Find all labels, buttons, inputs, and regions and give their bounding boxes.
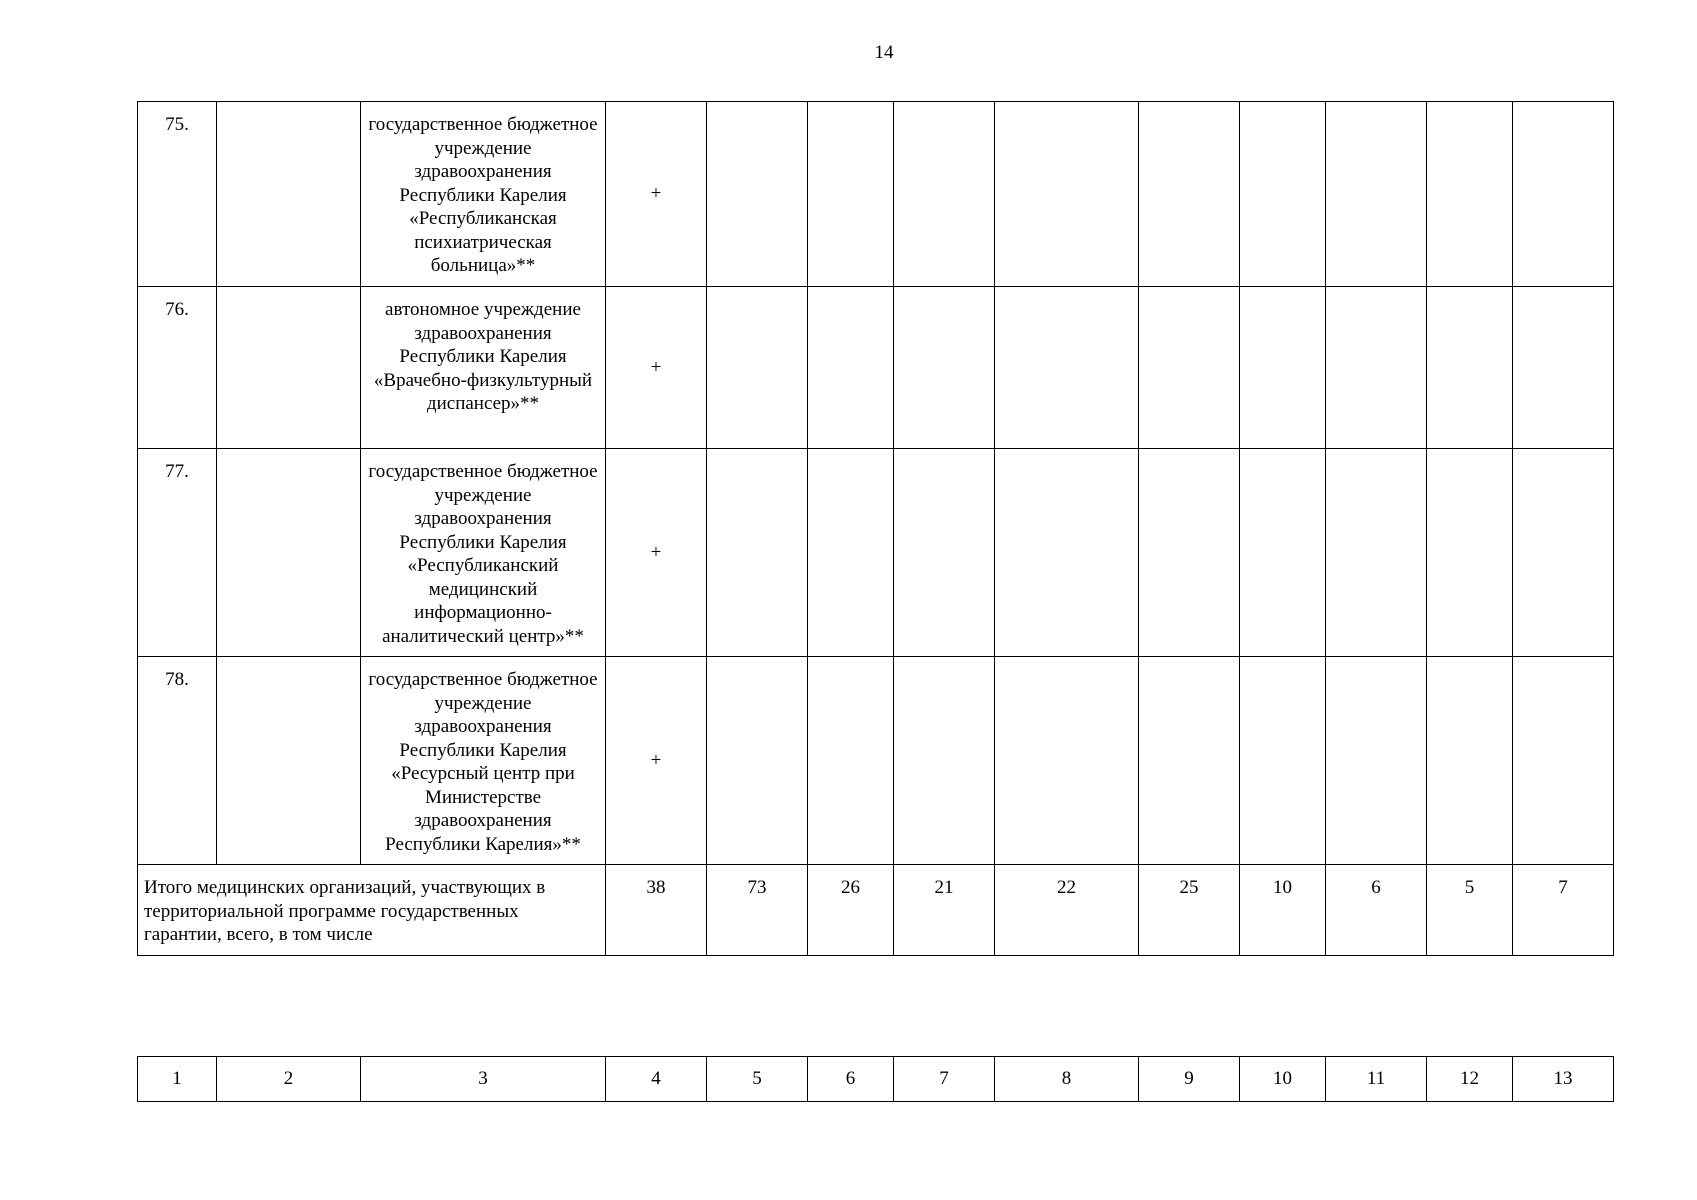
organization-name: автономное учреждение здравоохранения Республики Карелия «Врачебно-физкультурный диспансер»** bbox=[361, 287, 606, 449]
organization-name: государственное бюджетное учреждение здравоохранения Республики Карелия «Республиканский медицинский информационно-аналитический центр»** bbox=[361, 449, 606, 657]
cell bbox=[217, 287, 361, 449]
cell bbox=[808, 102, 894, 287]
column-number: 3 bbox=[361, 1057, 606, 1102]
total-value: 10 bbox=[1240, 865, 1326, 956]
column-number: 13 bbox=[1513, 1057, 1614, 1102]
column-number: 1 bbox=[138, 1057, 217, 1102]
column-number: 5 bbox=[707, 1057, 808, 1102]
cell bbox=[894, 657, 995, 865]
total-value: 6 bbox=[1326, 865, 1427, 956]
cell bbox=[1326, 449, 1427, 657]
cell bbox=[1513, 102, 1614, 287]
cell bbox=[995, 287, 1139, 449]
table-row bbox=[138, 287, 1614, 449]
total-value: 7 bbox=[1513, 865, 1614, 956]
cell bbox=[1427, 657, 1513, 865]
cell bbox=[1326, 657, 1427, 865]
cell bbox=[217, 102, 361, 287]
cell bbox=[894, 287, 995, 449]
row-number: 78. bbox=[138, 657, 217, 865]
total-value: 25 bbox=[1139, 865, 1240, 956]
total-value: 21 bbox=[894, 865, 995, 956]
table-row bbox=[138, 102, 1614, 287]
cell bbox=[1326, 287, 1427, 449]
participation-mark: + bbox=[606, 102, 707, 287]
organization-name: государственное бюджетное учреждение здравоохранения Республики Карелия «Республиканская психиатрическая больница»** bbox=[361, 102, 606, 287]
total-value: 26 bbox=[808, 865, 894, 956]
cell bbox=[894, 102, 995, 287]
total-value: 38 bbox=[606, 865, 707, 956]
cell bbox=[707, 657, 808, 865]
organizations-table bbox=[137, 101, 1614, 956]
cell bbox=[995, 449, 1139, 657]
cell bbox=[707, 287, 808, 449]
cell bbox=[808, 449, 894, 657]
cell bbox=[1139, 102, 1240, 287]
row-number: 76. bbox=[138, 287, 217, 449]
cell bbox=[1513, 449, 1614, 657]
cell bbox=[1427, 449, 1513, 657]
cell bbox=[1240, 449, 1326, 657]
cell bbox=[995, 102, 1139, 287]
cell bbox=[1240, 657, 1326, 865]
cell bbox=[808, 657, 894, 865]
table-row bbox=[138, 657, 1614, 865]
cell bbox=[1139, 287, 1240, 449]
cell bbox=[894, 449, 995, 657]
column-number: 7 bbox=[894, 1057, 995, 1102]
column-number: 12 bbox=[1427, 1057, 1513, 1102]
column-number: 9 bbox=[1139, 1057, 1240, 1102]
row-number: 75. bbox=[138, 102, 217, 287]
cell bbox=[1240, 287, 1326, 449]
page-number: 14 bbox=[874, 42, 894, 63]
column-numbers-table bbox=[137, 1056, 1614, 1102]
cell bbox=[1139, 449, 1240, 657]
cell bbox=[1326, 102, 1427, 287]
cell bbox=[217, 449, 361, 657]
table-row bbox=[138, 449, 1614, 657]
participation-mark: + bbox=[606, 287, 707, 449]
participation-mark: + bbox=[606, 657, 707, 865]
column-number: 11 bbox=[1326, 1057, 1427, 1102]
column-numbers-row bbox=[138, 1057, 1614, 1102]
row-number: 77. bbox=[138, 449, 217, 657]
cell bbox=[707, 449, 808, 657]
column-number: 6 bbox=[808, 1057, 894, 1102]
column-number: 2 bbox=[217, 1057, 361, 1102]
column-number: 4 bbox=[606, 1057, 707, 1102]
total-value: 5 bbox=[1427, 865, 1513, 956]
total-value: 22 bbox=[995, 865, 1139, 956]
column-number: 8 bbox=[995, 1057, 1139, 1102]
cell bbox=[1513, 287, 1614, 449]
cell bbox=[1139, 657, 1240, 865]
total-row bbox=[138, 865, 1614, 956]
cell bbox=[1513, 657, 1614, 865]
cell bbox=[217, 657, 361, 865]
cell bbox=[995, 657, 1139, 865]
total-label: Итого медицинских организаций, участвующих в территориальной программе государственных гарантии, всего, в том числе bbox=[138, 865, 606, 956]
cell bbox=[1240, 102, 1326, 287]
cell bbox=[808, 287, 894, 449]
organization-name: государственное бюджетное учреждение здравоохранения Республики Карелия «Ресурсный центр при Министерстве здравоохранения Республики Карелия»** bbox=[361, 657, 606, 865]
cell bbox=[1427, 287, 1513, 449]
participation-mark: + bbox=[606, 449, 707, 657]
column-number: 10 bbox=[1240, 1057, 1326, 1102]
total-value: 73 bbox=[707, 865, 808, 956]
cell bbox=[707, 102, 808, 287]
cell bbox=[1427, 102, 1513, 287]
